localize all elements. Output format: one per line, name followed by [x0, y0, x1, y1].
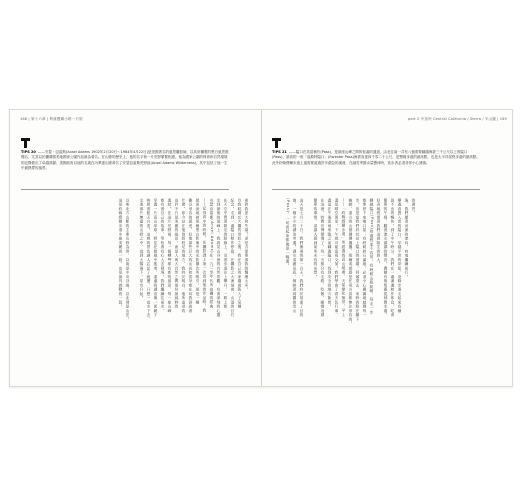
- left-body-col: 自我耽溺於大攝的形狀之後，我在自己的家園裡陷入了某種: [238, 198, 242, 309]
- left-divider: [21, 189, 229, 190]
- left-body-col: 就深深地被那種黑白影像中的光影層次所吸引。那是一種: [196, 198, 200, 305]
- left-body-col: 什麼。如今站在他曾經駐足的地方，我終於明白，他所追尋的: [182, 198, 186, 313]
- left-tip-label: TIPS 20: [21, 150, 36, 154]
- right-body-col: 後，我們順著河流的流向，向南繼續前行。: [405, 198, 409, 279]
- right-body-col: 步。但是當我們終於站上隘口的頂端，回頭望去，來時的路在腳下: [356, 198, 360, 322]
- right-tip-text: ——隘口在英語稱作(Pass)，是兩座山峰之間的低處的通道，由北往南一共有八個需要翻越海拔三千公尺以上的隘口(Pass)，最高的一座「福斯特隘口」(Forester Pass)海拔高達四千零二十公尺，是整條步道的最高點，也是太平洋屋脊步道的最高點。此外約翰繆爾步道上還需要渡過許多湍急的溪流，在融雪季節水量豐沛時，徒步者必須非常小心謹慎。: [272, 150, 480, 165]
- book-spread: [9, 109, 513, 387]
- right-body-col: 攀過高聳入雲的隘口，穿越平坦的草原，這條步道走起來有種: [398, 198, 402, 313]
- right-body-col: 簡單的事情，卻讓人感到前所未有的充實。: [314, 198, 318, 279]
- right-body-col: 盡量在午後雷雨來臨之前翻過隘口，找到安全的地方紮營。: [328, 198, 332, 309]
- right-tip-box: [272, 150, 480, 166]
- right-body-col: 在這裡，時間彷彿變慢了，每一天都只有走路、吃飯、睡覺這樣: [321, 198, 325, 317]
- right-body-col: 還是晴空萬里，下午就可能雷雨交加。我們學會了看天色行事，: [335, 198, 339, 317]
- left-body-col: ——記得高中的時候，在攝影課上第一次看到他的作品時，我: [203, 198, 207, 313]
- right-body-col: 地，一個小小的湖泊旁邊。湖水清澈見底，倒映著周圍的雪山: [293, 198, 297, 313]
- left-body-col: 這是約翰繆爾步道中最美麗的一段，也是最具挑戰的一段。: [119, 198, 123, 309]
- right-body-col: (Pass)，一切看起來都像是一幅畫。: [286, 198, 290, 268]
- left-body-col: 穿過一片高山草原，野花在微風中搖曳，遠處的湖泊像一面鏡子: [154, 198, 158, 317]
- left-body-col: 也許不只是美麗的風景，而是人與大自然之間那份最純粹的: [175, 198, 179, 309]
- left-body-col: 難以形容的感受，好像那些巨大的山岩和雲朵都在向我訴說著: [189, 198, 193, 313]
- left-body-col: 走進那片無盡的山野之中，直到太陽落下，星空升起。: [140, 198, 144, 300]
- left-body-col: 都有著自己的故事，等待著有心人去發現。我們繼續往前走，: [161, 198, 165, 313]
- left-tip-text: ——安瑟・亞當斯(Ansel Adams 1902年2月20日～1984年4月22日)是美國著名的風景攝影師，以其所攝製的黑白風景照聞名，尤其以拍攝優勝美地國家公園作品最為著名。在山脈的歷史上，他的名字和一片荒野緊緊相連，他為國家公園的保育和自然環境的記錄做出了卓越貢獻；美國政府以他的名義在內華達山脈命名了安瑟亞當斯荒野區(Ansel Adams Wilderness)，其中包括了他一生中最熱愛的風景。: [21, 150, 229, 171]
- right-divider: [272, 189, 480, 190]
- right-body-col: 翻越隘口(Pass)的過程並不容易。有時候山路陡峭，每走一步: [370, 198, 374, 315]
- left-body-text: [105, 198, 250, 378]
- left-body-col: [131, 198, 138, 378]
- right-body-col: ——「約翰繆爾步道」所經過的高山地帶，天氣變化無常，早上: [342, 198, 346, 317]
- left-body-col: 紀念。走到一處隘口稍作停留，在攝影之大流域裡，山頂的巨石: [231, 198, 235, 317]
- left-body-col: 以東北方山脈的主要山脊為界，以南是中央谷地，以北則是山岳。: [126, 198, 130, 322]
- left-body-col: 在天空中閃著微光的路線上，沿著步道往上攀升，一路上都: [224, 198, 228, 309]
- right-body-col: 簡單的午餐，聽著流水潺潺的聲音，偶爾有幾隻鹿從林間走過，: [384, 198, 388, 317]
- left-body-col: 安瑟亞當斯(Ansel Adams)在一九二零年代所拍攝的經典: [210, 198, 214, 309]
- right-body-col: 都要停下來喘口氣；有時候碎石滿地，必須小心翼翼地踏穩每一: [363, 198, 367, 317]
- right-body-col: [305, 198, 312, 378]
- tips-t-icon: [272, 138, 281, 148]
- left-body-col: 會教我更大的失落？卻是否需要那我的醫療太多。: [245, 198, 249, 292]
- right-body-col: 說不出的暢快。到了中午時分，我們在一處溪邊稍作休息，吃著: [391, 198, 395, 317]
- left-body-col: 走到最後的頂峰上，我看見山谷裡的自然景觀，有著深刻的心靈: [217, 198, 221, 317]
- right-body-col: 蜿蜒，遠方的山巒層層疊疊，那種成就感是任何言語都無法形容的。: [349, 198, 353, 326]
- right-body-col: 好奇地張望著我們這群陌生的旅人。: [377, 198, 381, 266]
- left-body-col: 連結。在這片荒野裡，每一個轉彎都有新的風景，每一座山峰: [168, 198, 172, 313]
- left-running-head: 168 | 第十六章 | 利維寶聯小路一只旅: [20, 117, 83, 121]
- right-body-col: 的書頁。: [412, 198, 416, 215]
- right-body-col: 這天是七月二十日，我們換乘的第一百天，我們終於抵達了目的: [300, 198, 304, 317]
- right-tip-label: TIPS 21: [272, 150, 287, 154]
- right-body-text: [272, 198, 417, 378]
- book-gutter: [261, 110, 262, 386]
- left-tip-box: [21, 150, 229, 172]
- left-body-col: 映照著藍天白雲。這樣的景色讓人忘記了疲憊，只想一直走下去，: [147, 198, 151, 322]
- tips-t-icon: [21, 138, 30, 148]
- right-running-head: part 2 中加州 Central California / Sierra / 半山腰 | 169: [408, 117, 507, 121]
